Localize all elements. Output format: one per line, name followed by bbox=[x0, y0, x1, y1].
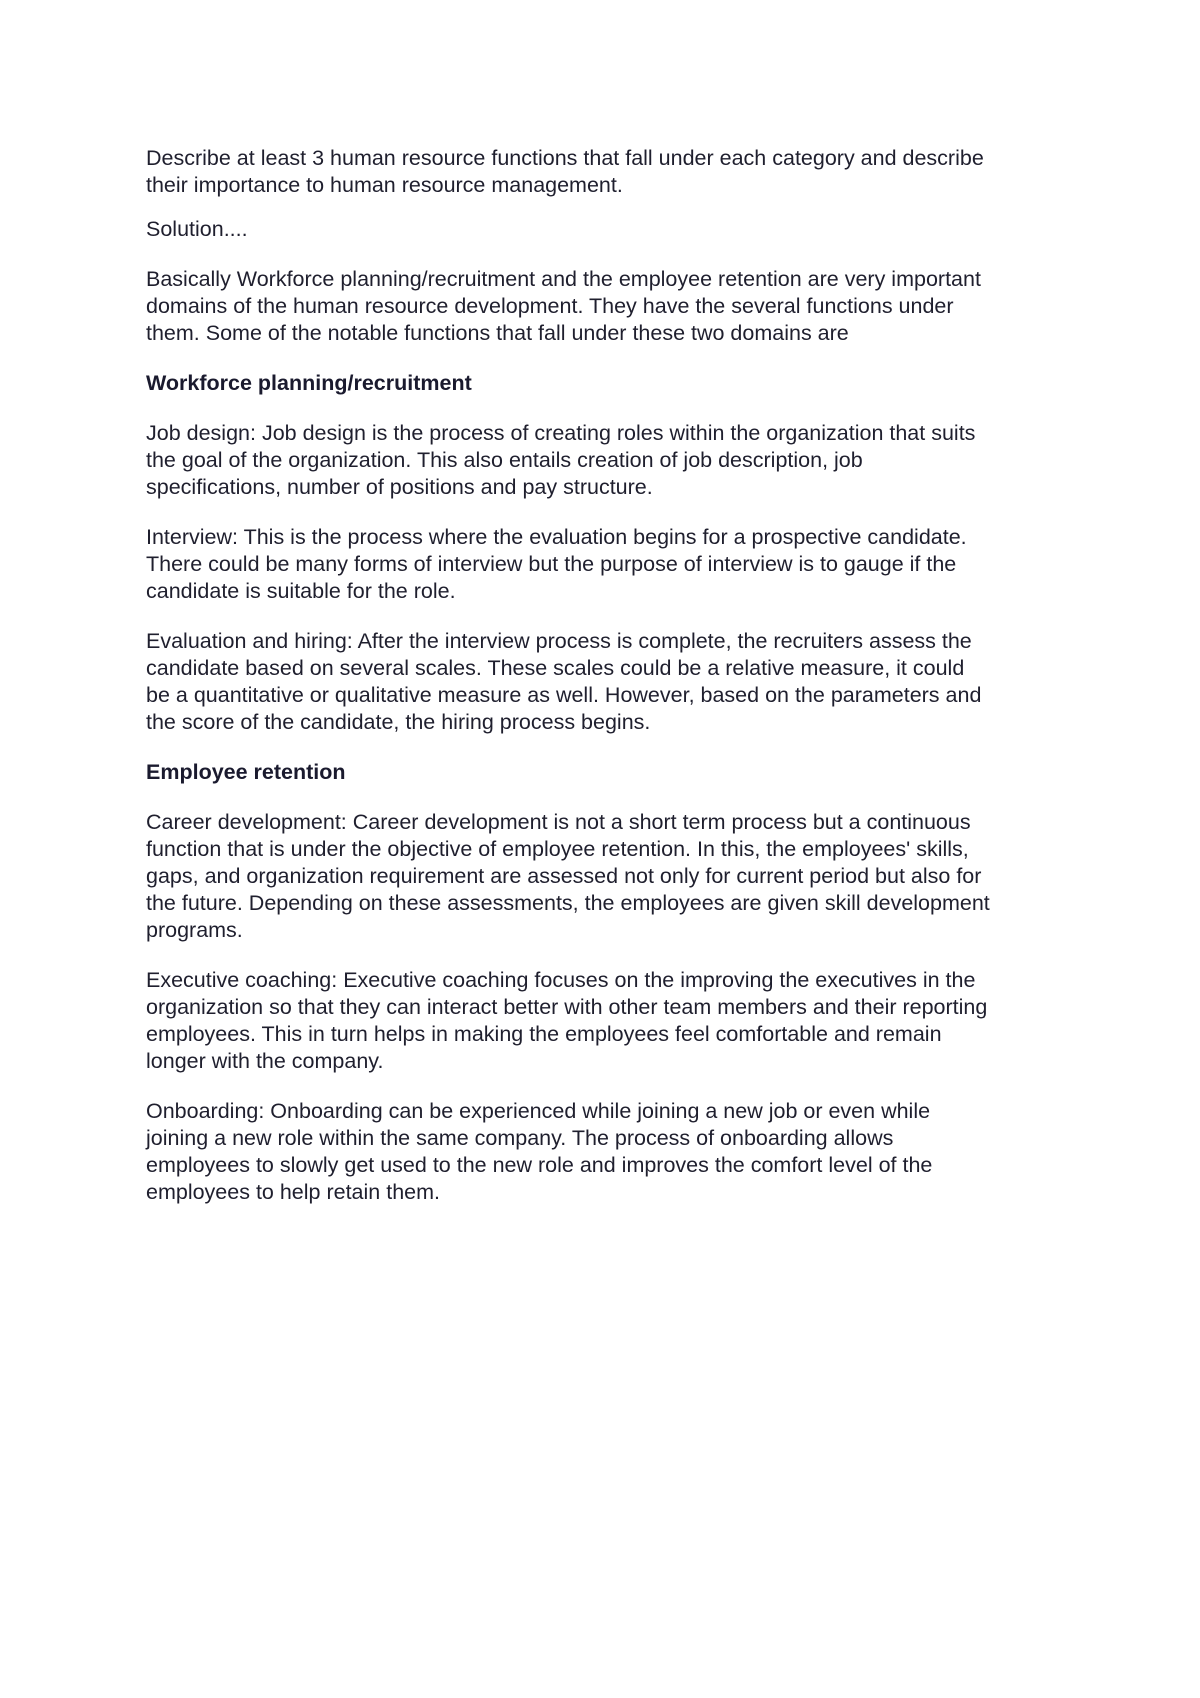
question-prompt: Describe at least 3 human resource functions that fall under each category and describe their importance to human resource management. bbox=[146, 146, 984, 197]
section-heading-retention: Employee retention bbox=[146, 760, 346, 784]
paragraph-career-development: Career development: Career development is not a short term process but a continuous function that is under the objective of employee retention. In this, the employees' skills, gaps, and organization requirement are assessed not only for current period but also for the future. Depending on these assessments, the employees are given skill development programs. bbox=[146, 810, 990, 942]
paragraph-onboarding: Onboarding: Onboarding can be experienced while joining a new job or even while joining a new role within the same company. The process of onboarding allows employees to slowly get used to the new role and improves the comfort level of the employees to help retain them. bbox=[146, 1099, 933, 1204]
solution-label: Solution.... bbox=[146, 217, 248, 241]
paragraph-job-design: Job design: Job design is the process of creating roles within the organization that suits the goal of the organization. This also entails creation of job description, job specifications, number of positions and pay structure. bbox=[146, 421, 976, 499]
intro-paragraph: Basically Workforce planning/recruitment and the employee retention are very important domains of the human resource development. They have the several functions under them. Some of the notable functions that fall under these two domains are bbox=[146, 267, 981, 345]
section-heading-workforce: Workforce planning/recruitment bbox=[146, 371, 472, 395]
paragraph-evaluation-hiring: Evaluation and hiring: After the interview process is complete, the recruiters assess the candidate based on several scales. These scales could be a relative measure, it could be a quantitative or qualitative measure as well. However, based on the parameters and the score of the candidate, the hiring process begins. bbox=[146, 629, 982, 734]
paragraph-executive-coaching: Executive coaching: Executive coaching focuses on the improving the executives in the organization so that they can interact better with other team members and their reporting employees. This in turn helps in making the employees feel comfortable and remain longer with the company. bbox=[146, 968, 988, 1073]
document-page bbox=[146, 145, 1076, 1206]
paragraph-interview: Interview: This is the process where the evaluation begins for a prospective candidate. There could be many forms of interview but the purpose of interview is to gauge if the candidate is suitable for the role. bbox=[146, 525, 967, 603]
